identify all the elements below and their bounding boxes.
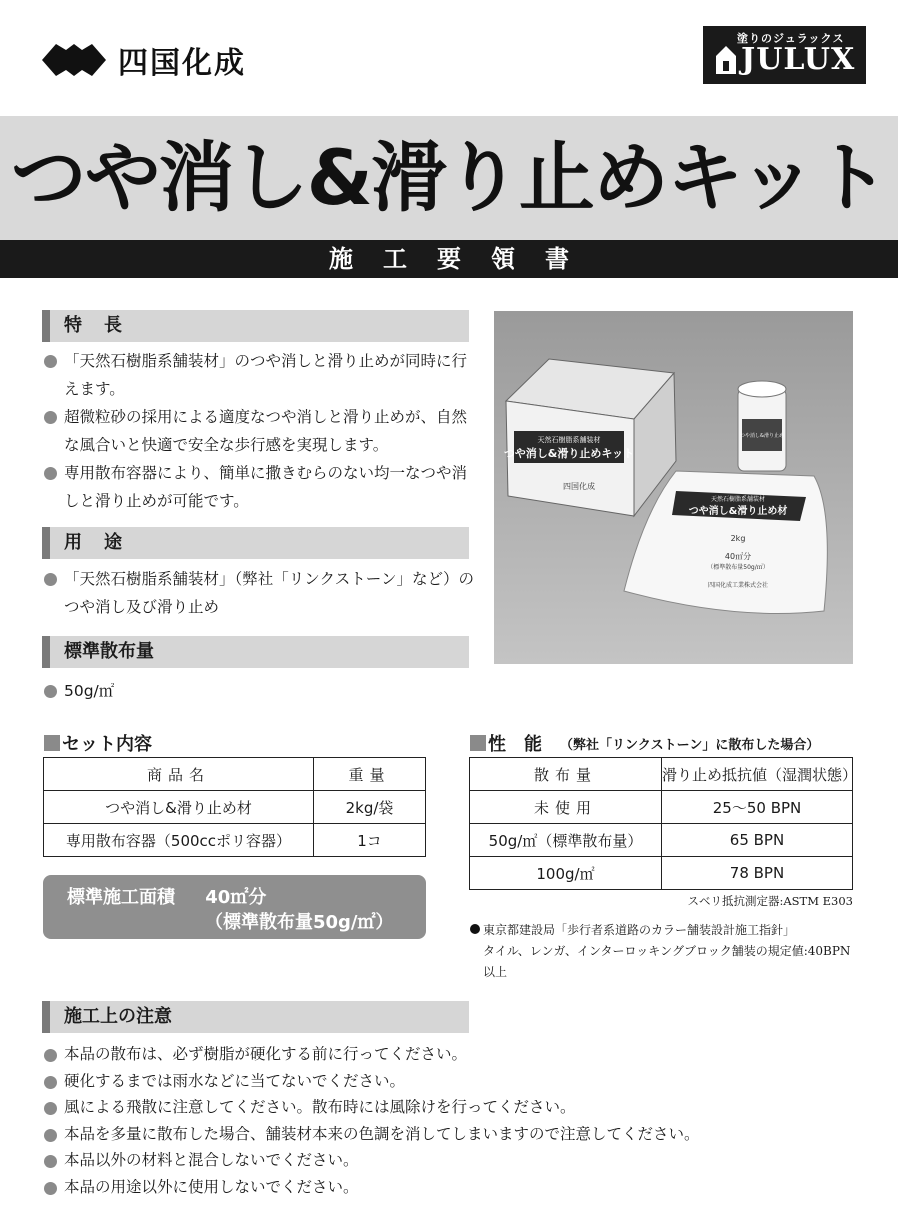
set-contents-table	[43, 757, 426, 857]
list-item: 専用散布容器により、簡単に撒きむらのない均一なつや消しと滑り止めが可能です。	[44, 459, 474, 515]
spread-list	[44, 677, 474, 705]
performance-heading	[470, 730, 819, 756]
features-list	[44, 347, 474, 515]
product-photo-illustration	[494, 311, 853, 664]
bag-maker: 四国化成工業株式会社	[707, 582, 769, 589]
table-row	[470, 791, 853, 824]
brand-tagline: 塗りのジュラックス	[737, 32, 845, 45]
list-item: 「天然石樹脂系舗装材」（弊社「リンクストーン」など）のつや消し及び滑り止め	[44, 565, 474, 621]
table-cell: 100g/㎡	[470, 857, 662, 890]
page-title: つや消し&滑り止めキット	[10, 133, 888, 222]
set-contents-heading	[44, 730, 152, 756]
page-subtitle: 施工要領書	[0, 240, 898, 278]
table-row	[470, 857, 853, 890]
spread-heading: 標準散布量	[42, 636, 469, 668]
list-item: 超微粒砂の採用による適度なつや消しと滑り止めが、自然な風合いと快適で安全な歩行感を実現します。	[44, 403, 474, 459]
measure-note: スベリ抵抗測定器:ASTM E303	[687, 894, 853, 908]
table-cell: 専用散布容器（500ccポリ容器）	[44, 824, 314, 857]
column-header: 重量	[314, 758, 426, 791]
table-header-row	[44, 758, 426, 791]
jar-label: つや消し&滑り止め	[740, 433, 784, 439]
table-cell: つや消し&滑り止め材	[44, 791, 314, 824]
standard-area-line	[67, 883, 266, 909]
bag-label: つや消し&滑り止め材	[688, 506, 788, 517]
table-cell: 50g/㎡（標準散布量）	[470, 824, 662, 857]
table-cell: 78 BPN	[662, 857, 853, 890]
company-logo-icon	[42, 40, 106, 80]
square-bullet-icon	[470, 735, 486, 751]
cautions-heading: 施工上の注意	[42, 1001, 469, 1033]
performance-title: 性能	[488, 734, 560, 755]
house-icon	[715, 44, 737, 76]
column-header: 滑り止め抵抗値（湿潤状態）	[662, 758, 853, 791]
box-brand: 四国化成	[563, 482, 595, 491]
usage-list	[44, 565, 474, 621]
set-contents-title: セット内容	[62, 734, 152, 755]
table-cell: 1コ	[314, 824, 426, 857]
standard-area-detail: （標準散布量50g/㎡）	[205, 912, 394, 933]
list-item: 本品の用途以外に使用しないでください。	[44, 1174, 854, 1201]
guideline-title: 東京都建設局「歩行者系道路のカラー舗装設計施工指針」	[483, 923, 796, 937]
standard-area-label: 標準施工面積	[67, 887, 175, 908]
box-label-small: 天然石樹脂系舗装材	[537, 436, 601, 444]
list-item: 本品の散布は、必ず樹脂が硬化する前に行ってください。	[44, 1041, 854, 1068]
brand-badge	[703, 26, 866, 84]
bag-spread: 40㎡分	[724, 552, 752, 561]
table-header-row	[470, 758, 853, 791]
list-item: 50g/㎡	[44, 677, 474, 705]
column-header: 散布量	[470, 758, 662, 791]
bag-spread-note: （標準散布量50g/㎡）	[707, 564, 769, 571]
list-item: 「天然石樹脂系舗装材」のつや消しと滑り止めが同時に行えます。	[44, 347, 474, 403]
list-item: 硬化するまでは雨水などに当てないでください。	[44, 1068, 854, 1095]
list-item: 本品を多量に散布した場合、舗装材本来の色調を消してしまいますので注意してください。	[44, 1121, 854, 1148]
standard-area-box	[43, 875, 426, 939]
brand-name: JULUX	[741, 42, 856, 77]
company-logo	[42, 38, 246, 82]
table-cell: 25～50 BPN	[662, 791, 853, 824]
table-row	[44, 824, 426, 857]
table-row	[470, 824, 853, 857]
usage-heading: 用途	[42, 527, 469, 559]
column-header: 商品名	[44, 758, 314, 791]
standard-area-value: 40㎡分	[205, 887, 267, 908]
performance-note: （弊社「リンクストーン」に散布した場合）	[560, 737, 820, 753]
table-cell: 65 BPN	[662, 824, 853, 857]
features-heading: 特長	[42, 310, 469, 342]
table-row	[44, 791, 426, 824]
guideline-detail: タイル、レンガ、インターロッキングブロック舗装の規定値:40BPN以上	[483, 944, 851, 979]
square-bullet-icon	[44, 735, 60, 751]
product-photo	[494, 311, 853, 664]
guideline-note	[470, 920, 854, 983]
table-cell: 未使用	[470, 791, 662, 824]
bag-weight: 2kg	[730, 534, 746, 543]
guideline-line	[470, 920, 854, 941]
list-item: 本品以外の材料と混合しないでください。	[44, 1147, 854, 1174]
cautions-list	[44, 1041, 854, 1200]
table-cell: 2kg/袋	[314, 791, 426, 824]
box-label: つや消し&滑り止めキット	[503, 447, 635, 460]
performance-table	[469, 757, 858, 890]
list-item: 風による飛散に注意してください。散布時には風除けを行ってください。	[44, 1094, 854, 1121]
company-name: 四国化成	[118, 46, 246, 81]
bag-label-small: 天然石樹脂系舗装材	[710, 496, 766, 503]
bullet-icon	[470, 924, 480, 934]
